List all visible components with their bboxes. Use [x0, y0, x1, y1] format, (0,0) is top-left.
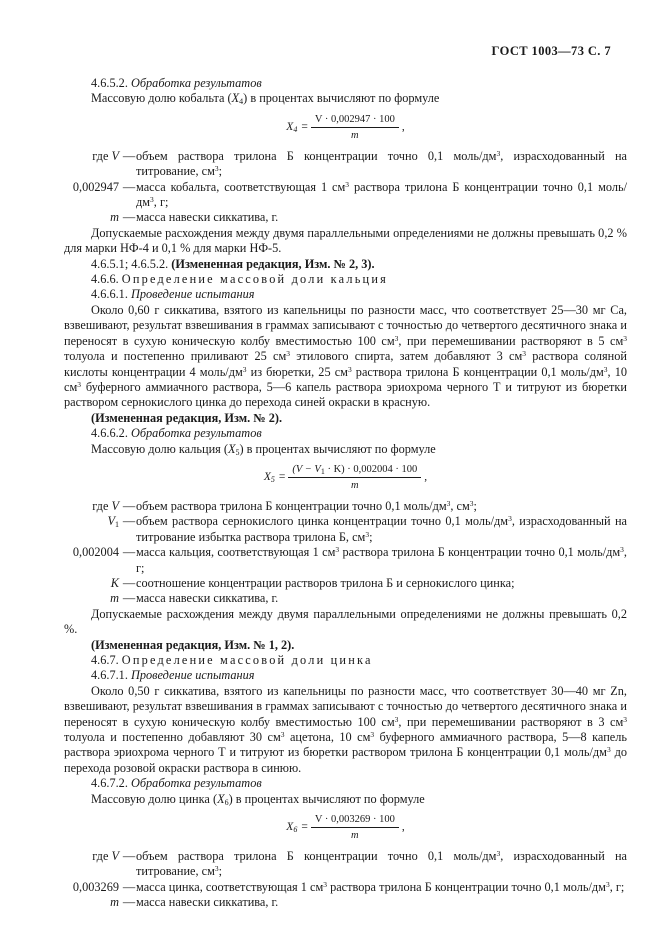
cobalt-variable-definitions: [64, 149, 627, 226]
definition-row: K — соотношение концентрации растворов трилона Б и сернокислого цинка;: [110, 575, 515, 590]
zinc-formula: $X_6$ = $\frac{V \cdot 0,003269 \cdot 100}{m}$ ,: [286, 814, 405, 842]
definition-row: m — масса навески сиккатива, г.: [110, 591, 279, 606]
definition-row: 0,003269 — масса цинка, соответствующая 1 $см^3$ раствора трилона Б концентрации точно 0,1 моль/$дм^3$, г;: [72, 879, 625, 894]
zinc-procedure: Около 0,50 г сиккатива, взятого из капельницы по разности масс, что соответствует 30—40 мг Zn, взвешивают, результат взвешивания в граммах записывают с точностью до четвертого десятичного знака и переносят в сухую коническую колбу вместимостью 100 $см^3$, при перемешивании растворяют в 3 $см^3$ толуола и постепенно добавляют 30 $см^3$ ацетона, 10 $см^3$ буферного аммиачного раствора, 5—8 капель раствора эриохрома черного Т и титруют из бюретки раствором трилона Б концентрации 0,1 моль/$дм^3$ до перехода розовой окраски раствора в синюю.: [64, 683, 627, 775]
cobalt-formula: $X_4$ = $\frac{V \cdot 0,002947 \cdot 100}{m}$ ,: [286, 113, 405, 141]
section-4-6-7-2-heading: 4.6.7.2. Обработка результатов: [91, 776, 262, 791]
calcium-formula: $X_5$ = $\frac{(V - V_1 \cdot K) \cdot 0,002004 \cdot 100}{m}$ ,: [263, 463, 428, 491]
section-4-6-5-2-heading: 4.6.5.2. Обработка результатов: [91, 76, 262, 90]
calcium-revision-note-a: (Измененная редакция, Изм. № 2).: [91, 410, 283, 425]
section-4-6-7-heading: 4.6.7. Определение массовой доли цинка: [91, 653, 373, 667]
definition-row: $V_1$ — объем раствора сернокислого цинка концентрации точно 0,1 моль/$дм^3$, израсходованный на титрование избытка раствора трилона Б, $см^3$;: [107, 514, 627, 544]
section-4-6-7-1-heading: 4.6.7.1. Проведение испытания: [91, 668, 255, 683]
section-4-6-6-heading: 4.6.6. Определение массовой доли кальция: [91, 272, 388, 287]
section-4-6-6-2-heading: 4.6.6.2. Обработка результатов: [91, 426, 262, 441]
definition-row: где V — объем раствора трилона Б концентрации точно 0,1 моль/$дм^3$, израсходованный на титрование, $см^3$;: [92, 148, 628, 179]
page-body: [64, 76, 627, 911]
cobalt-revision-note: 4.6.5.1; 4.6.5.2. (Измененная редакция, Изм. № 2, 3).: [91, 256, 375, 271]
definition-row: 0,002004 — масса кальция, соответствующая 1 $см^3$ раствора трилона Б концентрации точно 0,1 моль/$дм^3$, г;: [72, 545, 627, 575]
definition-row: 0,002947 — масса кобальта, соответствующая 1 $см^3$ раствора трилона Б концентрации точно 0,1 моль/$дм^3$, г;: [72, 179, 627, 210]
zinc-variable-definitions: [64, 849, 627, 911]
definition-row: m — масса навески сиккатива, г.: [110, 895, 279, 910]
calcium-revision-note-b: (Измененная редакция, Изм. № 1, 2).: [91, 637, 295, 652]
definition-row: где V — объем раствора трилона Б концентрации точно 0,1 моль/$дм^3$, израсходованный на титрование, $см^3$;: [92, 849, 628, 879]
calcium-tolerance: Допускаемые расхождения между двумя параллельными определениями не должны превышать 0,2 %.: [64, 606, 627, 637]
calcium-formula-intro: Массовую долю кальция $(X_5)$ в процентах вычисляют по формуле: [91, 441, 436, 457]
calcium-procedure: Около 0,60 г сиккатива, взятого из капельницы по разности масс, что соответствует 25—30 мг Ca, взвешивают, результат взвешивания в граммах записывают с точностью до четвертого десятичного знака и переносят в сухую коническую колбу вместимостью 100 $см^3$, при перемешивании растворяют в 5 $см^3$ толуола и постепенно приливают 25 $см^3$ этилового спирта, затем добавляют 3 $см^3$ раствора соляной кислоты концентрации 4 моль/$дм^3$ из бюретки, 25 $см^3$ раствора трилона Б концентрации 0,1 моль/$дм^3$, 10 $см^3$ буферного аммиачного раствора, 5—6 капель раствора эриохрома черного Т и титруют из бюретки раствором сернокислого цинка до перехода синей окраски в красную.: [64, 302, 627, 410]
running-head: ГОСТ 1003—73 С. 7: [491, 44, 611, 58]
calcium-variable-definitions: [64, 499, 627, 607]
definition-row: где V — объем раствора трилона Б концентрации точно 0,1 моль/$дм^3$, $см^3$;: [92, 498, 477, 513]
cobalt-formula-intro: Массовую долю кобальта $(X_4)$ в процентах вычисляют по формуле: [91, 91, 440, 107]
definition-row: m — масса навески сиккатива, г.: [110, 210, 279, 225]
cobalt-tolerance: Допускаемые расхождения между двумя параллельными определениями не должны превышать 0,2 % для марки НФ-4 и 0,1 % для марки НФ-5.: [64, 225, 627, 256]
zinc-formula-intro: Массовую долю цинка $(X_6)$ в процентах вычисляют по формуле: [91, 791, 425, 807]
section-4-6-6-1-heading: 4.6.6.1. Проведение испытания: [91, 287, 255, 302]
